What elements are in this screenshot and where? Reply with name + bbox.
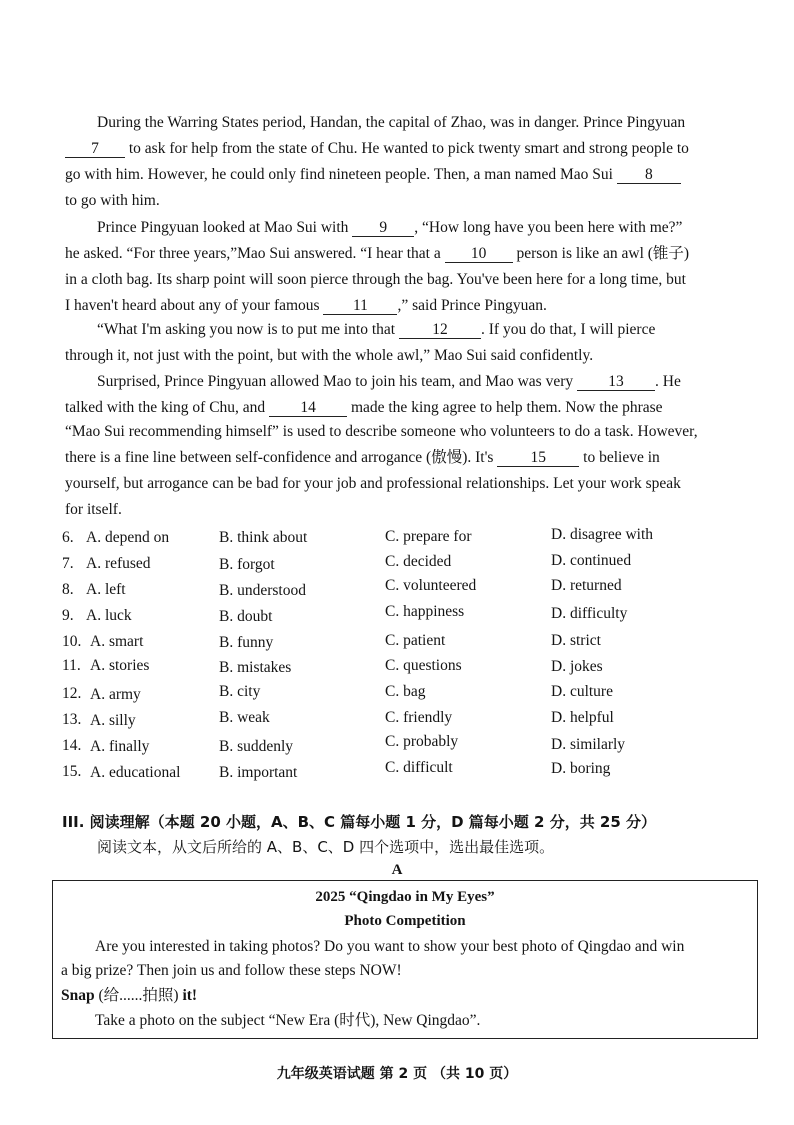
option-a[interactable]: A. finally: [90, 738, 150, 755]
notice-title: 2025 “Qingdao in My Eyes”: [315, 889, 495, 905]
cloze-line: [65, 139, 689, 159]
option-c[interactable]: C. friendly: [385, 709, 453, 726]
cloze-line: [65, 296, 547, 316]
option-number: 13.: [62, 711, 82, 728]
cloze-line: [97, 320, 655, 340]
option-c[interactable]: C. questions: [385, 657, 462, 674]
option-number: 7.: [62, 555, 74, 572]
blank-11: 11: [323, 297, 397, 315]
text: Surprised, Prince Pingyuan allowed Mao to join his team, and Mao was very: [97, 373, 577, 390]
snap-it: it!: [182, 987, 198, 1004]
blank-15: 15: [497, 449, 579, 467]
text: yourself, but arrogance can be bad for your job and professional relationships. Let your work speak: [65, 475, 681, 492]
notice-box: [52, 880, 758, 1039]
blank-13: 13: [577, 373, 655, 391]
cloze-line: [65, 165, 681, 185]
text: through it, not just with the point, but with the whole awl,” Mao Sui said confidently.: [65, 347, 594, 364]
option-c[interactable]: C. bag: [385, 683, 426, 700]
cloze-line: [65, 244, 689, 264]
text: he asked. “For three years,”Mao Sui answered. “I hear that a: [65, 245, 445, 262]
cloze-line: [65, 422, 698, 442]
option-a[interactable]: A. depend on: [86, 529, 170, 546]
text: I haven't heard about any of your famous: [65, 297, 324, 314]
option-number: 12.: [62, 685, 82, 702]
option-d[interactable]: D. difficulty: [551, 605, 628, 622]
option-d[interactable]: D. disagree with: [551, 526, 654, 543]
text: person is like an awl (锥子): [512, 245, 690, 262]
cloze-line: [65, 398, 663, 418]
section-instruction: 阅读文本，从文后所给的 A、B、C、D 四个选项中，选出最佳选项。: [97, 838, 555, 856]
text: to go with him.: [65, 192, 160, 209]
option-a[interactable]: A. left: [86, 581, 126, 598]
blank-7: 7: [65, 140, 125, 158]
notice-intro: a big prize? Then join us and follow these steps NOW!: [61, 962, 402, 979]
text: made the king agree to help them. Now the phrase: [347, 399, 663, 416]
text: . If you do that, I will pierce: [481, 321, 656, 338]
cloze-line: [97, 372, 681, 392]
snap-text: Take a photo on the subject “New Era (时代), New Qingdao”.: [95, 1012, 481, 1029]
text: for itself.: [65, 501, 122, 518]
option-b[interactable]: B. doubt: [219, 608, 273, 625]
option-a[interactable]: A. army: [90, 686, 141, 703]
cloze-line: [65, 474, 681, 494]
cloze-line: [65, 191, 160, 211]
text: “What I'm asking you now is to put me into that: [97, 321, 399, 338]
option-b[interactable]: B. city: [219, 683, 261, 700]
cloze-line: [65, 500, 122, 520]
blank-12: 12: [399, 321, 481, 339]
text: , “How long have you been here with me?”: [414, 219, 683, 236]
page-footer: 九年级英语试题 第 2 页 （共 10 页）: [276, 1066, 518, 1082]
option-number: 10.: [62, 633, 82, 650]
text: “Mao Sui recommending himself” is used to describe someone who volunteers to do a task. However,: [65, 423, 698, 440]
option-a[interactable]: A. luck: [86, 607, 132, 624]
option-d[interactable]: D. helpful: [551, 709, 614, 726]
passage-label: A: [391, 862, 403, 878]
option-number: 15.: [62, 763, 82, 780]
notice-intro: Are you interested in taking photos? Do you want to show your best photo of Qingdao and win: [95, 938, 685, 955]
option-number: 14.: [62, 737, 82, 754]
text: ,” said Prince Pingyuan.: [397, 297, 547, 314]
snap-label: Snap: [61, 987, 95, 1004]
option-a[interactable]: A. educational: [90, 764, 181, 781]
option-b[interactable]: B. weak: [219, 709, 270, 726]
option-b[interactable]: B. think about: [219, 529, 308, 546]
option-b[interactable]: B. forgot: [219, 556, 275, 573]
option-a[interactable]: A. silly: [90, 712, 136, 729]
option-number: 8.: [62, 581, 74, 598]
option-d[interactable]: D. boring: [551, 760, 611, 777]
text: there is a fine line between self-confidence and arrogance (傲慢). It's: [65, 449, 498, 466]
text: . He: [655, 373, 681, 390]
option-c[interactable]: C. probably: [385, 733, 459, 750]
option-d[interactable]: D. continued: [551, 552, 632, 569]
option-a[interactable]: A. refused: [86, 555, 151, 572]
option-d[interactable]: D. strict: [551, 632, 601, 649]
option-number: 6.: [62, 529, 74, 546]
option-c[interactable]: C. difficult: [385, 759, 453, 776]
option-b[interactable]: B. mistakes: [219, 659, 292, 676]
option-number: 9.: [62, 607, 74, 624]
notice-subtitle: Photo Competition: [344, 913, 466, 929]
blank-8: 8: [617, 166, 681, 184]
blank-14: 14: [269, 399, 347, 417]
option-d[interactable]: D. similarly: [551, 736, 626, 753]
text: talked with the king of Chu, and: [65, 399, 270, 416]
cloze-line: [97, 113, 685, 133]
cloze-line: [65, 270, 686, 290]
option-b[interactable]: B. funny: [219, 634, 274, 651]
option-number: 11.: [62, 657, 81, 674]
cloze-line: [97, 218, 682, 238]
option-c[interactable]: C. patient: [385, 632, 446, 649]
text: to ask for help from the state of Chu. He wanted to pick twenty smart and strong people to: [125, 140, 689, 157]
text: in a cloth bag. Its sharp point will soon pierce through the bag. You've been here for a long time, but: [65, 271, 686, 288]
blank-9: 9: [352, 219, 414, 237]
blank-10: 10: [445, 245, 513, 263]
text: go with him. However, he could only find nineteen people. Then, a man named Mao Sui: [65, 166, 617, 183]
cloze-line: [65, 448, 660, 468]
option-a[interactable]: A. stories: [90, 657, 150, 674]
snap-note: (给......拍照): [94, 987, 183, 1004]
option-b[interactable]: B. important: [219, 764, 298, 781]
option-c[interactable]: C. happiness: [385, 603, 465, 620]
option-d[interactable]: D. jokes: [551, 658, 603, 675]
text: to believe in: [579, 449, 660, 466]
option-d[interactable]: D. returned: [551, 577, 622, 594]
text: During the Warring States period, Handan, the capital of Zhao, was in danger. Prince Pingyuan: [97, 114, 686, 131]
option-c[interactable]: C. volunteered: [385, 577, 477, 594]
option-c[interactable]: C. decided: [385, 553, 452, 570]
text: Prince Pingyuan looked at Mao Sui with: [97, 219, 353, 236]
option-d[interactable]: D. culture: [551, 683, 613, 700]
option-c[interactable]: C. prepare for: [385, 528, 472, 545]
snap-step: [61, 986, 197, 1006]
option-a[interactable]: A. smart: [90, 633, 144, 650]
option-b[interactable]: B. suddenly: [219, 738, 294, 755]
option-b[interactable]: B. understood: [219, 582, 306, 599]
section-heading: III. 阅读理解（本题 20 小题，A、B、C 篇每小题 1 分，D 篇每小题 2 分，共 25 分）: [62, 813, 657, 831]
cloze-line: [65, 346, 593, 366]
